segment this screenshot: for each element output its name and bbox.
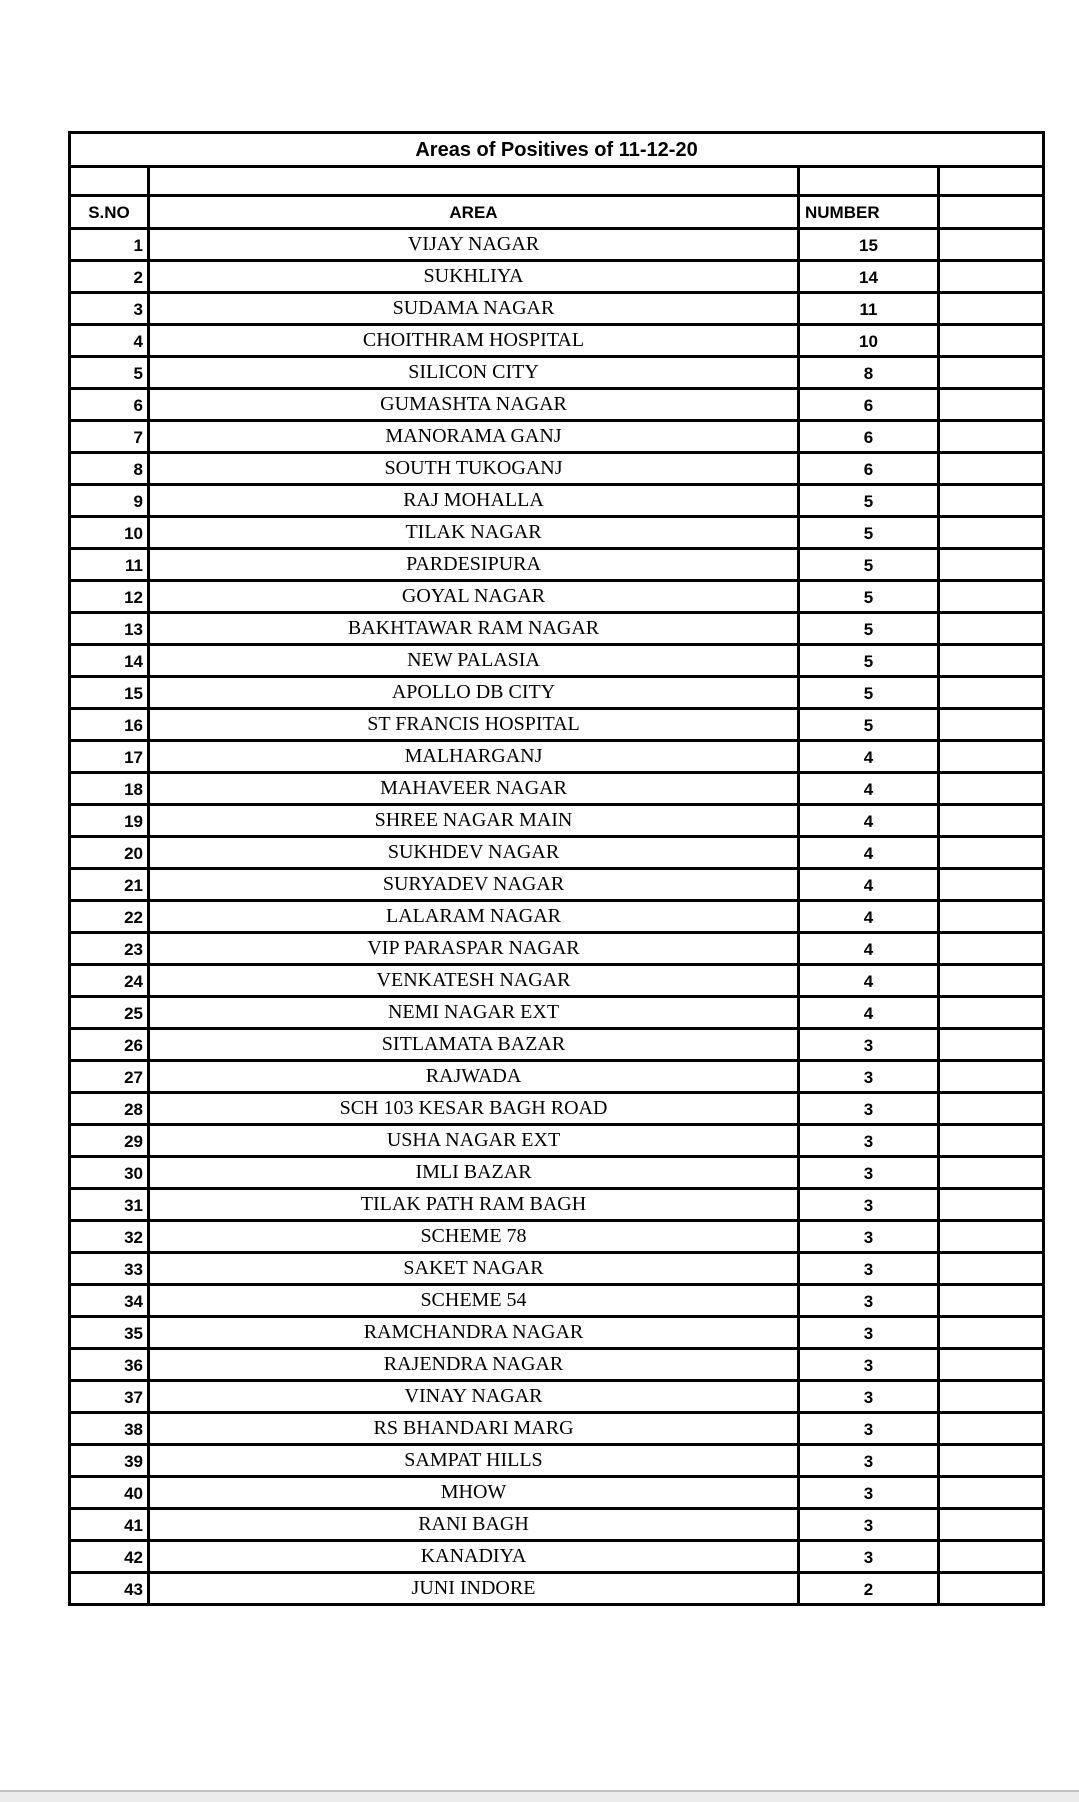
number-cell: 4 xyxy=(799,965,939,997)
area-cell: SAKET NAGAR xyxy=(149,1253,799,1285)
empty-cell xyxy=(939,1477,1044,1509)
table-row xyxy=(70,1445,1044,1477)
empty-cell xyxy=(939,1125,1044,1157)
sno-cell: 11 xyxy=(70,549,149,581)
empty-cell xyxy=(939,581,1044,613)
number-cell: 2 xyxy=(799,1573,939,1605)
empty-cell xyxy=(939,1029,1044,1061)
sno-cell: 34 xyxy=(70,1285,149,1317)
table-row xyxy=(70,709,1044,741)
table-row xyxy=(70,1125,1044,1157)
area-cell: RAJENDRA NAGAR xyxy=(149,1349,799,1381)
area-cell: TILAK NAGAR xyxy=(149,517,799,549)
empty-cell xyxy=(939,645,1044,677)
empty-cell xyxy=(939,1317,1044,1349)
empty-cell xyxy=(939,1349,1044,1381)
number-cell: 5 xyxy=(799,581,939,613)
number-cell: 8 xyxy=(799,357,939,389)
area-cell: SCHEME 78 xyxy=(149,1221,799,1253)
sno-cell: 32 xyxy=(70,1221,149,1253)
number-cell: 3 xyxy=(799,1029,939,1061)
area-cell: TILAK PATH RAM BAGH xyxy=(149,1189,799,1221)
empty-cell xyxy=(939,1157,1044,1189)
number-cell: 5 xyxy=(799,677,939,709)
sno-cell: 24 xyxy=(70,965,149,997)
empty-cell xyxy=(939,549,1044,581)
number-cell: 3 xyxy=(799,1125,939,1157)
empty-cell xyxy=(939,741,1044,773)
table-row xyxy=(70,1093,1044,1125)
table-row xyxy=(70,837,1044,869)
empty-cell xyxy=(939,1285,1044,1317)
sno-cell: 10 xyxy=(70,517,149,549)
area-cell: BAKHTAWAR RAM NAGAR xyxy=(149,613,799,645)
empty-cell xyxy=(939,1093,1044,1125)
table-title-row xyxy=(70,133,1044,167)
number-cell: 3 xyxy=(799,1093,939,1125)
area-cell: VENKATESH NAGAR xyxy=(149,965,799,997)
table-row xyxy=(70,805,1044,837)
table-row xyxy=(70,869,1044,901)
empty-cell xyxy=(939,1189,1044,1221)
sno-cell: 6 xyxy=(70,389,149,421)
sno-cell: 36 xyxy=(70,1349,149,1381)
sno-cell: 19 xyxy=(70,805,149,837)
area-cell: MALHARGANJ xyxy=(149,741,799,773)
number-cell: 6 xyxy=(799,421,939,453)
sno-cell: 16 xyxy=(70,709,149,741)
area-cell: RANI BAGH xyxy=(149,1509,799,1541)
sno-cell: 4 xyxy=(70,325,149,357)
empty-cell xyxy=(939,677,1044,709)
area-cell: SAMPAT HILLS xyxy=(149,1445,799,1477)
sno-cell: 17 xyxy=(70,741,149,773)
area-cell: SCH 103 KESAR BAGH ROAD xyxy=(149,1093,799,1125)
area-cell: IMLI BAZAR xyxy=(149,1157,799,1189)
empty-cell xyxy=(939,965,1044,997)
table-row xyxy=(70,1221,1044,1253)
sno-cell: 9 xyxy=(70,485,149,517)
column-header-number: NUMBER xyxy=(799,196,939,229)
empty-cell xyxy=(939,805,1044,837)
area-cell: SHREE NAGAR MAIN xyxy=(149,805,799,837)
number-cell: 4 xyxy=(799,901,939,933)
area-cell: SUDAMA NAGAR xyxy=(149,293,799,325)
empty-cell xyxy=(939,1509,1044,1541)
number-cell: 15 xyxy=(799,229,939,261)
number-cell: 4 xyxy=(799,933,939,965)
sno-cell: 43 xyxy=(70,1573,149,1605)
area-cell: GOYAL NAGAR xyxy=(149,581,799,613)
area-cell: SITLAMATA BAZAR xyxy=(149,1029,799,1061)
number-cell: 10 xyxy=(799,325,939,357)
sno-cell: 3 xyxy=(70,293,149,325)
number-cell: 5 xyxy=(799,549,939,581)
number-cell: 3 xyxy=(799,1509,939,1541)
sno-cell: 23 xyxy=(70,933,149,965)
empty-cell xyxy=(939,1541,1044,1573)
number-cell: 5 xyxy=(799,709,939,741)
empty-cell xyxy=(939,613,1044,645)
table-row xyxy=(70,293,1044,325)
number-cell: 11 xyxy=(799,293,939,325)
sno-cell: 1 xyxy=(70,229,149,261)
table-row xyxy=(70,453,1044,485)
number-cell: 5 xyxy=(799,485,939,517)
table-row xyxy=(70,389,1044,421)
sno-cell: 8 xyxy=(70,453,149,485)
sno-cell: 5 xyxy=(70,357,149,389)
table-row xyxy=(70,581,1044,613)
number-cell: 6 xyxy=(799,453,939,485)
sno-cell: 12 xyxy=(70,581,149,613)
area-cell: KANADIYA xyxy=(149,1541,799,1573)
table-row xyxy=(70,1285,1044,1317)
sno-cell: 27 xyxy=(70,1061,149,1093)
table-row xyxy=(70,1573,1044,1605)
empty-cell xyxy=(939,325,1044,357)
table-row xyxy=(70,741,1044,773)
empty-cell xyxy=(939,933,1044,965)
table-row xyxy=(70,1381,1044,1413)
sno-cell: 41 xyxy=(70,1509,149,1541)
sno-cell: 14 xyxy=(70,645,149,677)
column-header-extra xyxy=(939,196,1044,229)
area-cell: VIJAY NAGAR xyxy=(149,229,799,261)
number-cell: 5 xyxy=(799,613,939,645)
area-cell: SUKHLIYA xyxy=(149,261,799,293)
table-row xyxy=(70,1317,1044,1349)
area-cell: SCHEME 54 xyxy=(149,1285,799,1317)
empty-cell xyxy=(939,453,1044,485)
table-row xyxy=(70,613,1044,645)
number-cell: 4 xyxy=(799,773,939,805)
number-cell: 3 xyxy=(799,1349,939,1381)
table-row xyxy=(70,421,1044,453)
area-cell: JUNI INDORE xyxy=(149,1573,799,1605)
number-cell: 4 xyxy=(799,869,939,901)
empty-cell xyxy=(939,837,1044,869)
sno-cell: 22 xyxy=(70,901,149,933)
sno-cell: 28 xyxy=(70,1093,149,1125)
table-header-row xyxy=(70,196,1044,229)
sno-cell: 25 xyxy=(70,997,149,1029)
number-cell: 5 xyxy=(799,517,939,549)
number-cell: 3 xyxy=(799,1061,939,1093)
area-cell: RS BHANDARI MARG xyxy=(149,1413,799,1445)
empty-cell xyxy=(939,1381,1044,1413)
table-row xyxy=(70,1253,1044,1285)
area-cell: VIP PARASPAR NAGAR xyxy=(149,933,799,965)
table-row xyxy=(70,1477,1044,1509)
sno-cell: 7 xyxy=(70,421,149,453)
table-row xyxy=(70,1349,1044,1381)
number-cell: 14 xyxy=(799,261,939,293)
table-row xyxy=(70,1413,1044,1445)
empty-cell xyxy=(939,1413,1044,1445)
area-cell: MAHAVEER NAGAR xyxy=(149,773,799,805)
table-row xyxy=(70,677,1044,709)
sno-cell: 15 xyxy=(70,677,149,709)
sno-cell: 18 xyxy=(70,773,149,805)
area-cell: LALARAM NAGAR xyxy=(149,901,799,933)
area-cell: SURYADEV NAGAR xyxy=(149,869,799,901)
table-row xyxy=(70,1541,1044,1573)
table-row xyxy=(70,1157,1044,1189)
number-cell: 4 xyxy=(799,837,939,869)
number-cell: 3 xyxy=(799,1541,939,1573)
area-cell: PARDESIPURA xyxy=(149,549,799,581)
number-cell: 3 xyxy=(799,1221,939,1253)
table-row xyxy=(70,645,1044,677)
number-cell: 4 xyxy=(799,805,939,837)
blank-cell xyxy=(70,167,149,196)
number-cell: 4 xyxy=(799,997,939,1029)
number-cell: 5 xyxy=(799,645,939,677)
sno-cell: 38 xyxy=(70,1413,149,1445)
table-body xyxy=(70,229,1044,1605)
sno-cell: 13 xyxy=(70,613,149,645)
number-cell: 3 xyxy=(799,1317,939,1349)
number-cell: 3 xyxy=(799,1477,939,1509)
number-cell: 4 xyxy=(799,741,939,773)
table-row xyxy=(70,485,1044,517)
number-cell: 3 xyxy=(799,1381,939,1413)
sno-cell: 33 xyxy=(70,1253,149,1285)
column-header-area: AREA xyxy=(149,196,799,229)
area-cell: CHOITHRAM HOSPITAL xyxy=(149,325,799,357)
empty-cell xyxy=(939,293,1044,325)
table-row xyxy=(70,1061,1044,1093)
sno-cell: 29 xyxy=(70,1125,149,1157)
area-cell: ST FRANCIS HOSPITAL xyxy=(149,709,799,741)
number-cell: 3 xyxy=(799,1413,939,1445)
table-title: Areas of Positives of 11-12-20 xyxy=(70,133,1044,167)
empty-cell xyxy=(939,229,1044,261)
area-cell: NEMI NAGAR EXT xyxy=(149,997,799,1029)
empty-cell xyxy=(939,1445,1044,1477)
table-row xyxy=(70,517,1044,549)
area-cell: MANORAMA GANJ xyxy=(149,421,799,453)
area-cell: RAJ MOHALLA xyxy=(149,485,799,517)
sno-cell: 35 xyxy=(70,1317,149,1349)
empty-cell xyxy=(939,421,1044,453)
table-row xyxy=(70,325,1044,357)
number-cell: 3 xyxy=(799,1253,939,1285)
table-row xyxy=(70,1189,1044,1221)
table-row xyxy=(70,965,1044,997)
table-row xyxy=(70,773,1044,805)
empty-cell xyxy=(939,1573,1044,1605)
sno-cell: 40 xyxy=(70,1477,149,1509)
area-cell: RAJWADA xyxy=(149,1061,799,1093)
number-cell: 3 xyxy=(799,1189,939,1221)
blank-cell xyxy=(799,167,939,196)
empty-cell xyxy=(939,997,1044,1029)
sno-cell: 21 xyxy=(70,869,149,901)
table-row xyxy=(70,997,1044,1029)
table-row xyxy=(70,1509,1044,1541)
area-cell: SILICON CITY xyxy=(149,357,799,389)
page-bottom-edge xyxy=(0,1790,1079,1802)
table-row xyxy=(70,901,1044,933)
sno-cell: 37 xyxy=(70,1381,149,1413)
area-cell: GUMASHTA NAGAR xyxy=(149,389,799,421)
table-row xyxy=(70,229,1044,261)
area-cell: SUKHDEV NAGAR xyxy=(149,837,799,869)
empty-cell xyxy=(939,1221,1044,1253)
area-cell: SOUTH TUKOGANJ xyxy=(149,453,799,485)
area-cell: APOLLO DB CITY xyxy=(149,677,799,709)
empty-cell xyxy=(939,709,1044,741)
empty-cell xyxy=(939,869,1044,901)
positives-table xyxy=(68,131,1045,1606)
area-cell: MHOW xyxy=(149,1477,799,1509)
sno-cell: 31 xyxy=(70,1189,149,1221)
area-cell: NEW PALASIA xyxy=(149,645,799,677)
sno-cell: 26 xyxy=(70,1029,149,1061)
empty-cell xyxy=(939,901,1044,933)
sno-cell: 30 xyxy=(70,1157,149,1189)
empty-cell xyxy=(939,357,1044,389)
sno-cell: 39 xyxy=(70,1445,149,1477)
area-cell: RAMCHANDRA NAGAR xyxy=(149,1317,799,1349)
blank-cell xyxy=(939,167,1044,196)
table-row xyxy=(70,1029,1044,1061)
blank-cell xyxy=(149,167,799,196)
empty-cell xyxy=(939,1061,1044,1093)
number-cell: 3 xyxy=(799,1157,939,1189)
area-cell: VINAY NAGAR xyxy=(149,1381,799,1413)
empty-cell xyxy=(939,261,1044,293)
number-cell: 6 xyxy=(799,389,939,421)
empty-cell xyxy=(939,773,1044,805)
empty-cell xyxy=(939,517,1044,549)
column-header-sno: S.NO xyxy=(70,196,149,229)
sno-cell: 42 xyxy=(70,1541,149,1573)
empty-cell xyxy=(939,1253,1044,1285)
number-cell: 3 xyxy=(799,1285,939,1317)
table-row xyxy=(70,549,1044,581)
empty-cell xyxy=(939,485,1044,517)
area-cell: USHA NAGAR EXT xyxy=(149,1125,799,1157)
number-cell: 3 xyxy=(799,1445,939,1477)
empty-cell xyxy=(939,389,1044,421)
table-row xyxy=(70,357,1044,389)
blank-row xyxy=(70,167,1044,196)
table-row xyxy=(70,933,1044,965)
table-row xyxy=(70,261,1044,293)
sno-cell: 20 xyxy=(70,837,149,869)
sno-cell: 2 xyxy=(70,261,149,293)
